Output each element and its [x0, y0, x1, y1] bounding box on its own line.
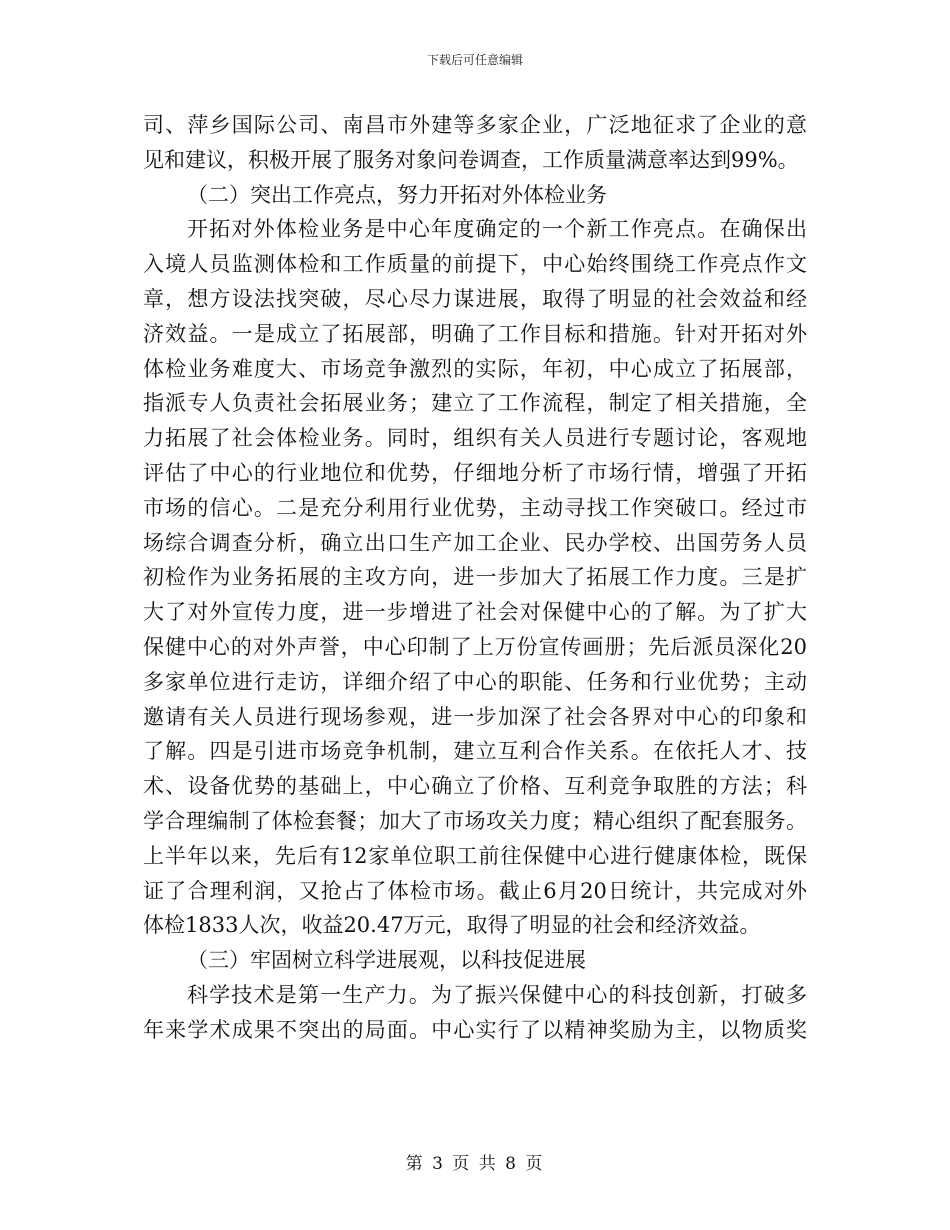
- page-header: 下载后可任意编辑: [426, 53, 523, 67]
- text-line: 场综合调查分析，确立出口生产加工企业、民办学校、出国劳务人员: [143, 530, 807, 555]
- text-line: 体检业务难度大、市场竞争激烈的实际，年初，中心成立了拓展部，: [143, 356, 807, 381]
- section-heading: （二）突出工作亮点，努力开拓对外体检业务: [187, 182, 607, 207]
- text-line: 大了对外宣传力度，进一步增进了社会对保健中心的了解。为了扩大: [143, 600, 807, 625]
- document-body: [143, 108, 807, 1048]
- text-line: 上半年以来，先后有12家单位职工前往保健中心进行健康体检，既保: [143, 843, 807, 868]
- text-line: 初检作为业务拓展的主攻方向，进一步加大了拓展工作力度。三是扩: [143, 565, 807, 590]
- text-line: 章，想方设法找突破，尽心尽力谋进展，取得了明显的社会效益和经: [143, 286, 807, 311]
- text-line: 科学技术是第一生产力。为了振兴保健中心的科技创新，打破多: [187, 982, 807, 1007]
- text-line: 开拓对外体检业务是中心年度确定的一个新工作亮点。在确保出: [187, 217, 807, 242]
- text-line: 指派专人负责社会拓展业务；建立了工作流程，制定了相关措施，全: [143, 391, 807, 416]
- text-line: 济效益。一是成立了拓展部，明确了工作目标和措施。针对开拓对外: [143, 321, 807, 346]
- text-line: 邀请有关人员进行现场参观，进一步加深了社会各界对中心的印象和: [143, 704, 807, 729]
- text-line: 评估了中心的行业地位和优势，仔细地分析了市场行情，增强了开拓: [143, 460, 807, 485]
- text-line: 多家单位进行走访，详细介绍了中心的职能、任务和行业优势；主动: [143, 669, 807, 694]
- page-number: 第 3 页 共 8 页: [405, 1154, 545, 1174]
- text-line: 力拓展了社会体检业务。同时，组织有关人员进行专题讨论，客观地: [143, 426, 807, 451]
- text-line: 保健中心的对外声誉，中心印制了上万份宣传画册；先后派员深化20: [143, 634, 807, 659]
- text-line: 年来学术成果不突出的局面。中心实行了以精神奖励为主，以物质奖: [143, 1017, 807, 1042]
- text-line: 术、设备优势的基础上，中心确立了价格、互利竞争取胜的方法；科: [143, 774, 807, 799]
- section-heading: （三）牢固树立科学进展观，以科技促进展: [187, 948, 586, 973]
- text-line: 体检1833人次，收益20.47万元，取得了明显的社会和经济效益。: [143, 913, 761, 938]
- text-line: 市场的信心。二是充分利用行业优势，主动寻找工作突破口。经过市: [143, 495, 807, 520]
- text-line: 学合理编制了体检套餐；加大了市场攻关力度；精心组织了配套服务。: [143, 808, 807, 833]
- text-line: 入境人员监测体检和工作质量的前提下，中心始终围绕工作亮点作文: [143, 252, 807, 277]
- text-line: 司、萍乡国际公司、南昌市外建等多家企业，广泛地征求了企业的意: [143, 113, 807, 137]
- text-line: 了解。四是引进市场竞争机制，建立互利合作关系。在依托人才、技: [143, 739, 807, 764]
- text-line: 证了合理利润，又抢占了体检市场。截止6月20日统计，共完成对外: [143, 878, 807, 903]
- text-line: 见和建议，积极开展了服务对象问卷调查，工作质量满意率达到99%。: [143, 147, 799, 172]
